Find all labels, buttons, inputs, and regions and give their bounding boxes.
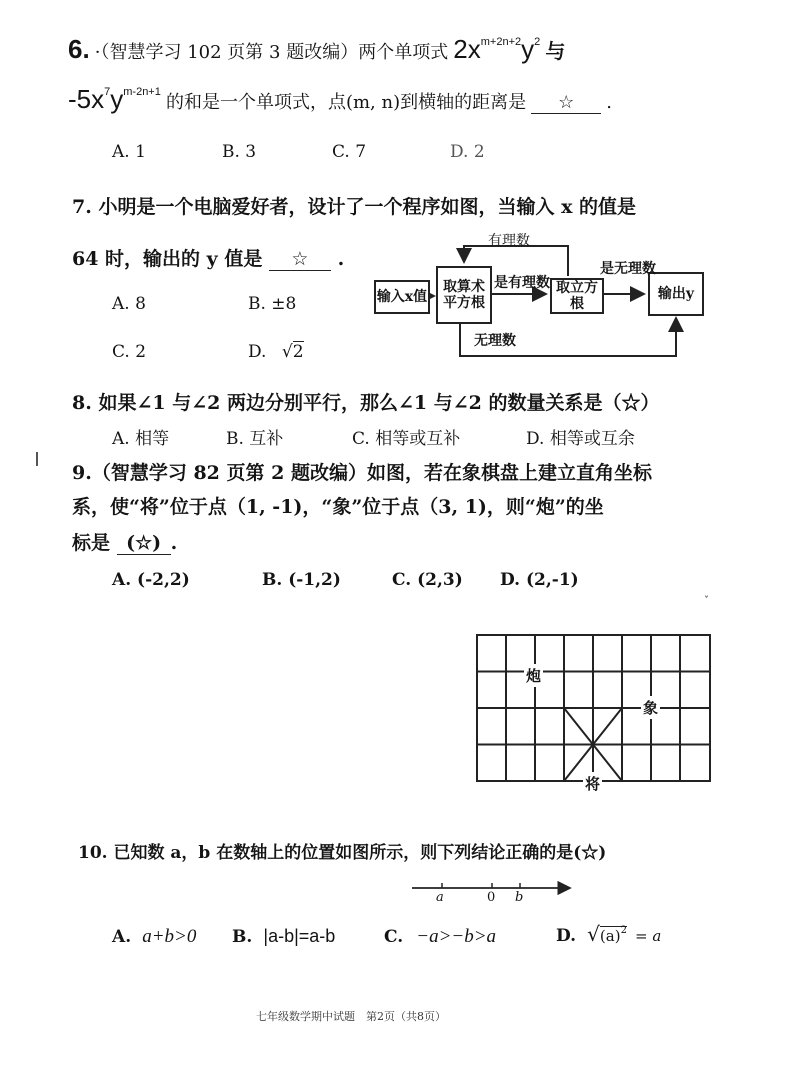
q6-option-a: A. 1 — [112, 142, 146, 162]
q6-question: 的和是一个单项式，点(m, n)到横轴的距离是 — [165, 92, 527, 113]
q7-line1: 7. 小明是一个电脑爱好者，设计了一个程序如图，当输入 x 的值是 — [72, 196, 637, 218]
sqrt-symbol-icon: √ — [587, 922, 600, 946]
q10-option-d-power: 2 — [620, 925, 627, 936]
q10-option-d-expr: = a — [635, 927, 662, 945]
flow-input-box: 输入x值 — [374, 280, 430, 314]
q10-option-d — [556, 922, 661, 946]
q9-line3-text: 标是 — [72, 532, 111, 554]
q10-option-b-label: B. — [232, 927, 253, 947]
q10-option-a-expr: a+b>0 — [142, 926, 197, 947]
q10-option-d-radicand: (a) — [599, 927, 621, 945]
q9-line3 — [72, 528, 177, 555]
flowchart — [370, 228, 706, 370]
q10-option-a-label: A. — [112, 927, 132, 947]
q9-option-d: D. (2,-1) — [500, 570, 579, 590]
q6-intro: ·（智慧学习 102 页第 3 题改编）两个单项式 — [94, 42, 449, 63]
q10-option-c-label: C. — [384, 927, 404, 947]
flow-label-is-irrational: 是无理数 — [600, 261, 656, 277]
q10-option-c-expr: −a>−b>a — [416, 926, 497, 947]
q6-mono2: $-5x^7y^{m-2n+1}$ — [68, 84, 161, 114]
number-line-b: b — [515, 890, 524, 905]
q6-number: 6. — [68, 34, 90, 64]
q8-option-d: D. 相等或互余 — [526, 429, 635, 449]
sqrt-symbol-icon: √2 — [281, 342, 304, 362]
q9-end: . — [170, 532, 178, 554]
q9-line2: 系，使“将”位于点（1, -1)，“象”位于点（3, 1)，则“炮”的坐 — [72, 496, 604, 518]
q6-line2 — [68, 84, 612, 115]
q7-line2 — [72, 244, 344, 271]
q6-line1 — [68, 34, 565, 65]
q10-option-b — [232, 926, 335, 947]
flow-output-box: 输出y — [648, 272, 704, 316]
piece-xiang: 象 — [641, 696, 660, 719]
q7-line2-text: 64 时，输出的 y 值是 — [72, 248, 263, 270]
q7-option-d-radicand: 2 — [292, 342, 304, 362]
q7-option-d — [248, 342, 304, 362]
number-line — [410, 876, 580, 912]
flow-label-irrational: 无理数 — [474, 333, 516, 349]
q8-option-b: B. 互补 — [226, 429, 284, 449]
q6-blank: ☆ — [531, 92, 601, 114]
q6-option-c: C. 7 — [332, 142, 367, 162]
q7-end: . — [337, 248, 345, 270]
tick-mark: ˇ — [704, 596, 709, 607]
page-footer: 七年级数学期中试题 第2页（共8页） — [256, 1010, 446, 1023]
q9-blank: (☆) — [117, 532, 171, 555]
q7-option-a: A. 8 — [112, 294, 146, 314]
piece-jiang: 将 — [583, 772, 602, 795]
q9-option-a: A. (-2,2) — [112, 570, 190, 590]
number-line-zero: 0 — [487, 890, 496, 905]
chess-board-grid — [476, 634, 712, 784]
q7-option-c: C. 2 — [112, 342, 147, 362]
q7-option-d-label: D. — [248, 342, 267, 362]
q10-option-d-label: D. — [556, 926, 577, 946]
q6-connector: 与 — [545, 39, 566, 63]
flow-cbrt-box: 取立方根 — [550, 278, 604, 314]
q9-line1: 9.（智慧学习 82 页第 2 题改编）如图，若在象棋盘上建立直角坐标 — [72, 462, 652, 484]
q10-text: 10. 已知数 a，b 在数轴上的位置如图所示，则下列结论正确的是(☆) — [78, 843, 607, 863]
q6-mono1: $2x^{m+2n+2}y^2$ — [453, 34, 541, 64]
q8-option-a: A. 相等 — [112, 429, 170, 449]
q10-option-c — [384, 926, 496, 948]
q10-option-a — [112, 926, 196, 948]
piece-pao: 炮 — [524, 664, 543, 687]
q6-option-b: B. 3 — [222, 142, 257, 162]
flow-sqrt-box: 取算术平方根 — [436, 266, 492, 324]
flow-label-is-rational: 是有理数 — [494, 275, 550, 291]
q7-blank: ☆ — [269, 248, 331, 271]
q9-option-b: B. (-1,2) — [262, 570, 341, 590]
q7-option-b: B. ±8 — [248, 294, 297, 314]
stray-mark — [36, 452, 38, 466]
chess-board — [476, 634, 712, 793]
q10-option-b-expr: |a-b|=a-b — [263, 926, 336, 946]
q6-option-d: D. 2 — [450, 142, 485, 162]
flow-label-rational-back: 有理数 — [488, 233, 530, 249]
q8-option-c: C. 相等或互补 — [352, 429, 461, 449]
q6-end: . — [606, 92, 613, 113]
q8-text: 8. 如果∠1 与∠2 两边分别平行，那么∠1 与∠2 的数量关系是（☆） — [72, 392, 660, 414]
number-line-a: a — [436, 890, 444, 905]
q10-option-d-radical — [600, 926, 627, 945]
q9-option-c: C. (2,3) — [392, 570, 463, 590]
